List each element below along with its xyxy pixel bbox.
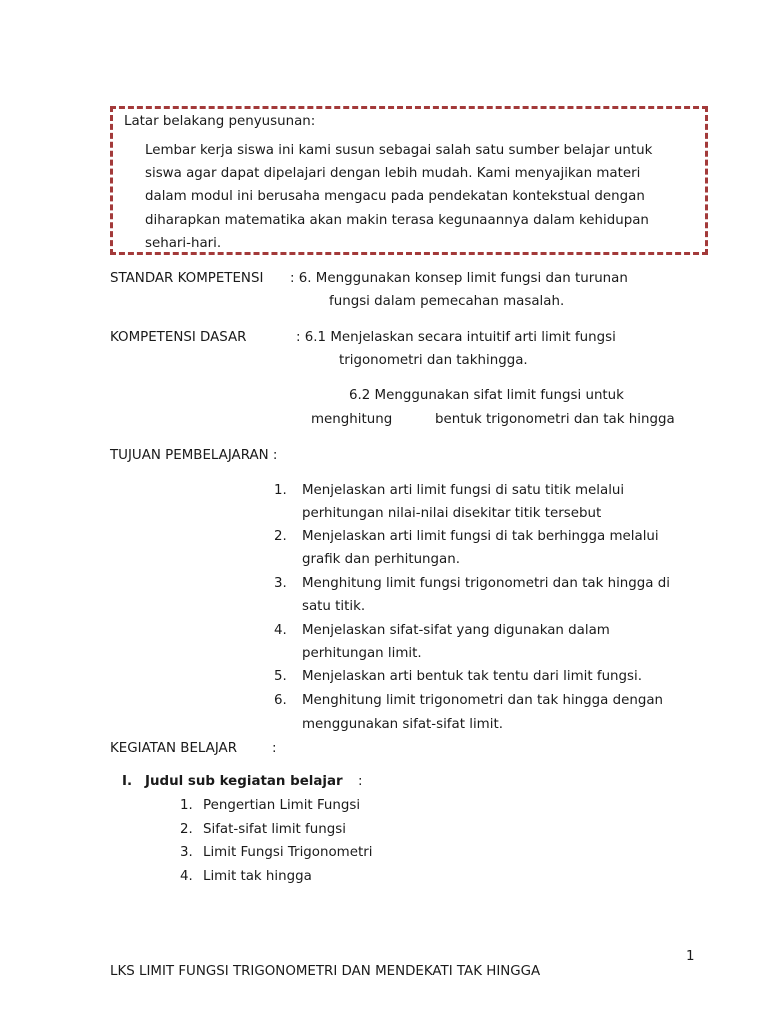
kegiatan-item-text: Limit tak hingga [203,869,312,884]
tujuan-item-number: 1. [274,483,287,498]
kompetensi-item-2-line-1: 6.2 Menggunakan sifat limit fungsi untuk [349,388,624,403]
background-line-1: Lembar kerja siswa ini kami susun sebagai salah satu sumber belajar untuk [145,143,653,158]
tujuan-item-text: grafik dan perhitungan. [302,552,460,567]
tujuan-item-text: perhitungan nilai-nilai disekitar titik tersebut [302,506,602,521]
section-colon: : [358,774,363,789]
tujuan-item-text: perhitungan limit. [302,646,422,661]
tujuan-item-text: satu titik. [302,599,366,614]
kegiatan-item-number: 2. [180,822,193,837]
tujuan-item-text: Menjelaskan arti limit fungsi di tak berhingga melalui [302,529,659,544]
tujuan-item-text: menggunakan sifat-sifat limit. [302,717,503,732]
kegiatan-item-text: Sifat-sifat limit fungsi [203,822,346,837]
tujuan-item-text: Menjelaskan arti bentuk tak tentu dari limit fungsi. [302,669,642,684]
kompetensi-item-2-line-2b: bentuk trigonometri dan tak hingga [435,412,675,427]
kegiatan-item-number: 4. [180,869,193,884]
tujuan-item-text: Menghitung limit fungsi trigonometri dan tak hingga di [302,576,670,591]
tujuan-item-text: Menjelaskan arti limit fungsi di satu titik melalui [302,483,625,498]
standar-line-2: fungsi dalam pemecahan masalah. [329,294,565,309]
tujuan-item-number: 2. [274,529,287,544]
kegiatan-item-text: Pengertian Limit Fungsi [203,798,361,813]
page-number: 1 [686,949,695,964]
background-line-4: diharapkan matematika akan makin terasa kegunaannya dalam kehidupan [145,213,649,228]
background-line-3: dalam modul ini berusaha mengacu pada pendekatan kontekstual dengan [145,189,645,204]
tujuan-item-number: 3. [274,576,287,591]
kegiatan-item-text: Limit Fungsi Trigonometri [203,845,373,860]
background-title: Latar belakang penyusunan: [124,114,316,129]
tujuan-item-text: Menghitung limit trigonometri dan tak hingga dengan [302,693,664,708]
tujuan-item-text: Menjelaskan sifat-sifat yang digunakan dalam [302,623,610,638]
background-line-2: siswa agar dapat dipelajari dengan lebih mudah. Kami menyajikan materi [145,166,641,181]
standar-line-1: : 6. Menggunakan konsep limit fungsi dan turunan [290,271,628,286]
tujuan-item-number: 5. [274,669,287,684]
kegiatan-colon: : [272,741,277,756]
tujuan-item-number: 4. [274,623,287,638]
tujuan-label: TUJUAN PEMBELAJARAN : [110,448,278,463]
kegiatan-item-number: 3. [180,845,193,860]
section-title: Judul sub kegiatan belajar [145,774,343,789]
kompetensi-item-1-line-2: trigonometri dan takhingga. [339,353,528,368]
kompetensi-item-2-line-2a: menghitung [311,412,393,427]
standar-label: STANDAR KOMPETENSI [110,271,264,286]
tujuan-item-number: 6. [274,693,287,708]
kompetensi-label: KOMPETENSI DASAR [110,330,247,345]
background-line-5: sehari-hari. [145,236,222,251]
kompetensi-item-1-line-1: : 6.1 Menjelaskan secara intuitif arti limit fungsi [296,330,616,345]
kegiatan-label: KEGIATAN BELAJAR [110,741,238,756]
footer-title: LKS LIMIT FUNGSI TRIGONOMETRI DAN MENDEKATI TAK HINGGA [110,964,541,979]
kegiatan-item-number: 1. [180,798,193,813]
section-number: I. [122,774,133,789]
